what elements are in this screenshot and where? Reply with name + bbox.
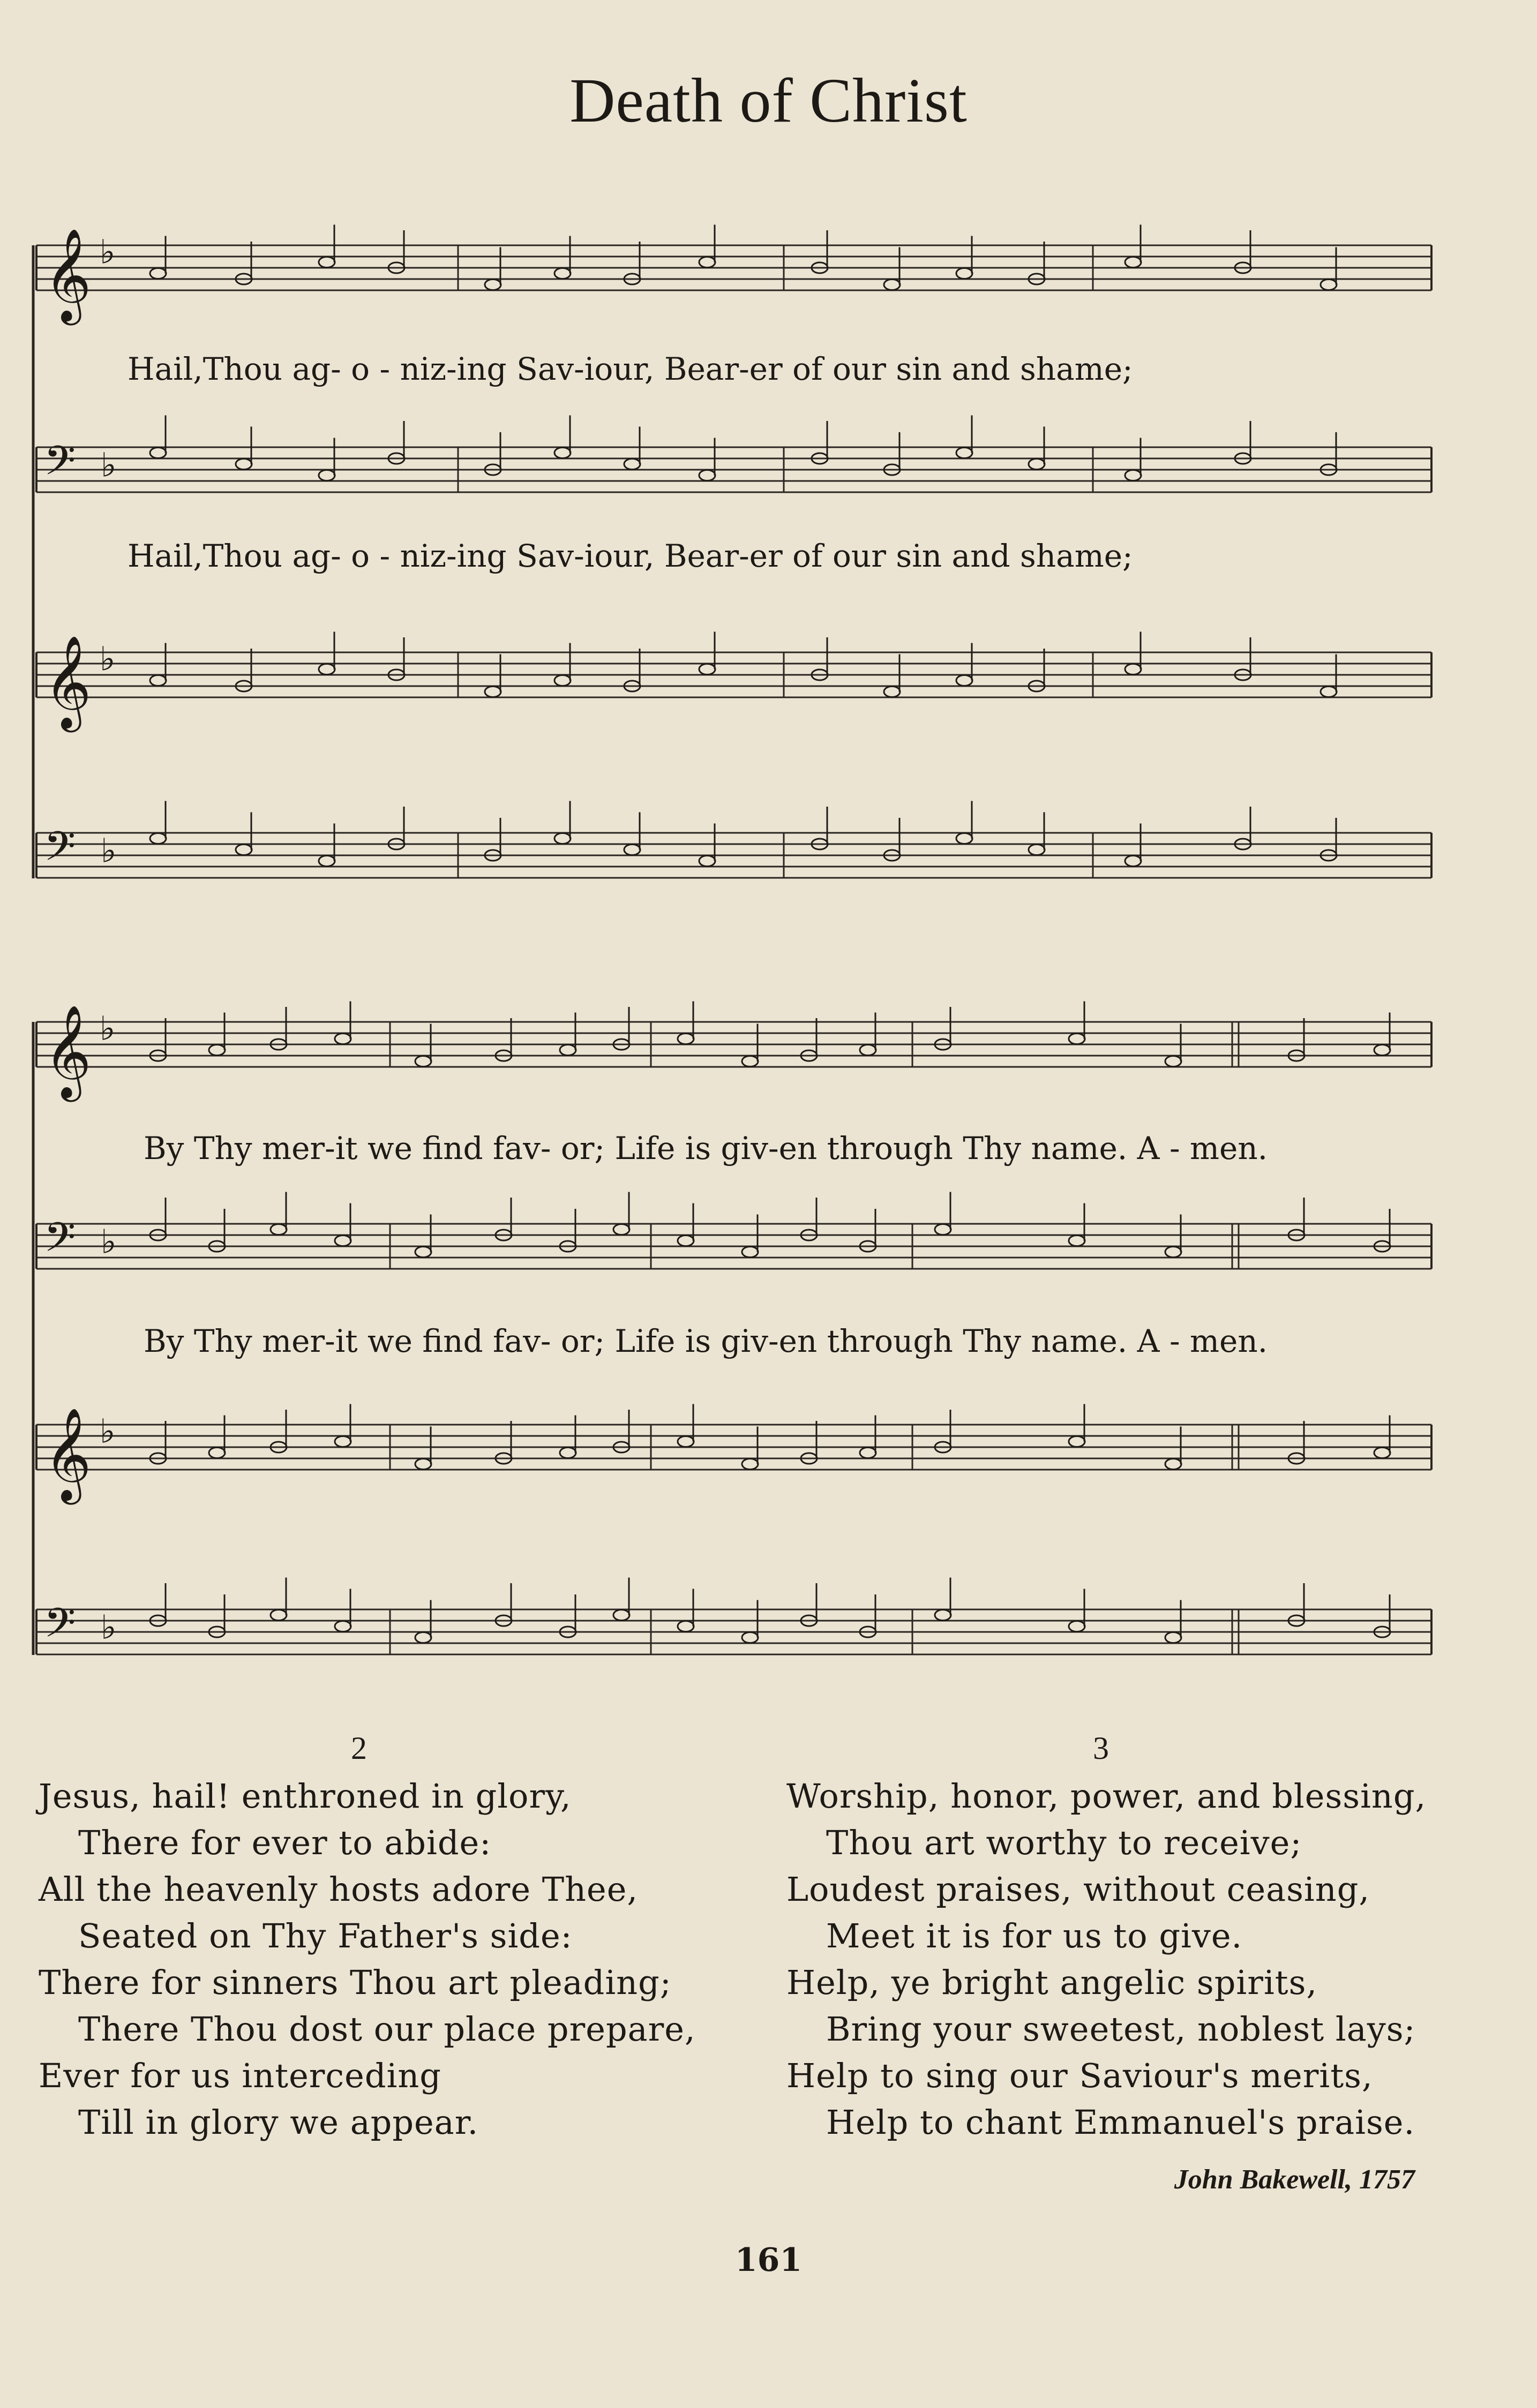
lyric-line-2-bass: By Thy mer-it we find fav- or; Life is giv-en through Thy name. A - men. [144, 1323, 1268, 1359]
note-head [884, 280, 900, 290]
note-head [271, 1610, 287, 1621]
note-head [209, 1045, 225, 1056]
bass-clef-icon: 𝄢 [44, 823, 76, 880]
note-head [150, 448, 166, 458]
note-head [699, 664, 715, 675]
verse-line: Seated on Thy Father's side: [78, 1916, 573, 1955]
note-head [150, 833, 166, 844]
flat-icon: ♭ [100, 232, 116, 272]
verse-line: Help to chant Emmanuel's praise. [826, 2103, 1415, 2142]
note-head [742, 1459, 758, 1470]
flat-icon: ♭ [101, 445, 117, 485]
note-head [554, 448, 571, 458]
note-head [624, 845, 640, 855]
lyric-line-1-bass: Hail,Thou ag- o - niz-ing Sav-iour, Bear-er of our sin and shame; [128, 538, 1133, 574]
note-head [678, 1034, 694, 1044]
note-head [1165, 1056, 1181, 1067]
flat-icon: ♭ [100, 639, 116, 679]
hymn-title: Death of Christ [569, 65, 968, 136]
note-head [319, 470, 335, 481]
note-head [613, 1224, 629, 1235]
note-head [271, 1224, 287, 1235]
treble-clef-icon: 𝄞 [44, 635, 92, 728]
lyric-line-1-treble: Hail,Thou ag- o - niz-ing Sav-iour, Bear-er of our sin and shame; [128, 351, 1133, 387]
staff-2-piano-treble [36, 1425, 1431, 1470]
note-head [236, 845, 252, 855]
note-head [560, 1448, 576, 1458]
staff-2-treble [36, 1022, 1431, 1067]
staff-lines [33, 245, 1431, 1655]
note-head [678, 1236, 694, 1246]
note-head [956, 448, 972, 458]
note-head [1165, 1632, 1181, 1643]
verse-number-3: 3 [1093, 1730, 1109, 1766]
verse-line: Bring your sweetest, noblest lays; [826, 2010, 1416, 2049]
verse-line: All the heavenly hosts adore Thee, [39, 1870, 639, 1909]
flat-icon: ♭ [101, 831, 117, 870]
note-head [554, 833, 571, 844]
note-head [1374, 1448, 1390, 1458]
note-head [1165, 1459, 1181, 1470]
note-head [699, 856, 715, 867]
note-head [335, 1034, 351, 1044]
verse-line: Ever for us interceding [39, 2056, 441, 2095]
note-head [956, 268, 972, 279]
bass-clef-icon: 𝄢 [44, 1599, 76, 1657]
verse-line: Loudest praises, without ceasing, [786, 1870, 1370, 1909]
note-head [485, 280, 501, 290]
note-head [1374, 1045, 1390, 1056]
page-number: 161 [734, 2241, 803, 2279]
note-head [624, 459, 640, 470]
verse-line: There for ever to abide: [78, 1823, 492, 1862]
note-head [860, 1448, 876, 1458]
verse-line: Till in glory we appear. [78, 2103, 479, 2142]
note-head [956, 675, 972, 686]
note-head [1069, 1621, 1085, 1632]
treble-clef-icon: 𝄞 [44, 228, 92, 321]
note-head [1069, 1236, 1085, 1246]
note-head [742, 1056, 758, 1067]
verse-line: Worship, honor, power, and blessing, [786, 1777, 1427, 1816]
note-head [742, 1632, 758, 1643]
verse-line: Meet it is for us to give. [826, 1916, 1243, 1955]
note-head [678, 1621, 694, 1632]
note-head [613, 1610, 629, 1621]
note-head [956, 833, 972, 844]
note-heads [150, 225, 1390, 1643]
verse-number-2: 2 [351, 1730, 367, 1766]
note-head [150, 675, 166, 686]
note-head [1029, 459, 1045, 470]
note-head [1321, 687, 1337, 697]
verse-line: There for sinners Thou art pleading; [39, 1963, 672, 2002]
hymn-author: John Bakewell, 1757 [1174, 2164, 1415, 2195]
verse-2 [39, 1773, 696, 2146]
note-head [935, 1224, 951, 1235]
note-head [319, 664, 335, 675]
note-head [1125, 856, 1141, 867]
note-head [1125, 257, 1141, 268]
note-head [699, 470, 715, 481]
verse-line: Help to sing our Saviour's merits, [786, 2056, 1373, 2095]
note-head [1125, 470, 1141, 481]
note-head [415, 1459, 431, 1470]
flat-icon: ♭ [101, 1222, 117, 1261]
note-head [319, 257, 335, 268]
note-head [554, 675, 571, 686]
verse-line: Help, ye bright angelic spirits, [786, 1963, 1318, 2002]
note-head [209, 1448, 225, 1458]
staff-2-bass [36, 1224, 1431, 1269]
note-head [1125, 664, 1141, 675]
note-head [415, 1632, 431, 1643]
note-head [1321, 280, 1337, 290]
note-head [335, 1621, 351, 1632]
note-head [485, 687, 501, 697]
treble-clef-icon: 𝄞 [44, 1005, 92, 1098]
note-head [415, 1247, 431, 1258]
bass-clef-icon: 𝄢 [44, 1214, 76, 1271]
treble-clef-icon: 𝄞 [44, 1408, 92, 1501]
clefs [44, 228, 116, 1657]
note-head [236, 459, 252, 470]
verse-line: Thou art worthy to receive; [826, 1823, 1302, 1862]
note-head [935, 1610, 951, 1621]
note-head [884, 687, 900, 697]
note-head [742, 1247, 758, 1258]
note-head [335, 1236, 351, 1246]
note-head [678, 1436, 694, 1447]
note-head [699, 257, 715, 268]
flat-icon: ♭ [100, 1411, 116, 1451]
flat-icon: ♭ [100, 1009, 116, 1048]
flat-icon: ♭ [101, 1607, 117, 1647]
note-head [319, 856, 335, 867]
note-head [415, 1056, 431, 1067]
lyric-line-2-treble: By Thy mer-it we find fav- or; Life is giv-en through Thy name. A - men. [144, 1130, 1268, 1167]
note-head [335, 1436, 351, 1447]
note-head [860, 1045, 876, 1056]
verse-3 [786, 1773, 1426, 2146]
bass-clef-icon: 𝄢 [44, 437, 76, 494]
note-head [1165, 1247, 1181, 1258]
staff-2-piano-bass [36, 1609, 1431, 1654]
note-head [150, 268, 166, 279]
verse-line: There Thou dost our place prepare, [78, 2010, 696, 2049]
note-head [554, 268, 571, 279]
note-head [1069, 1034, 1085, 1044]
note-head [560, 1045, 576, 1056]
note-head [1069, 1436, 1085, 1447]
note-head [1029, 845, 1045, 855]
verse-line: Jesus, hail! enthroned in glory, [39, 1777, 572, 1816]
